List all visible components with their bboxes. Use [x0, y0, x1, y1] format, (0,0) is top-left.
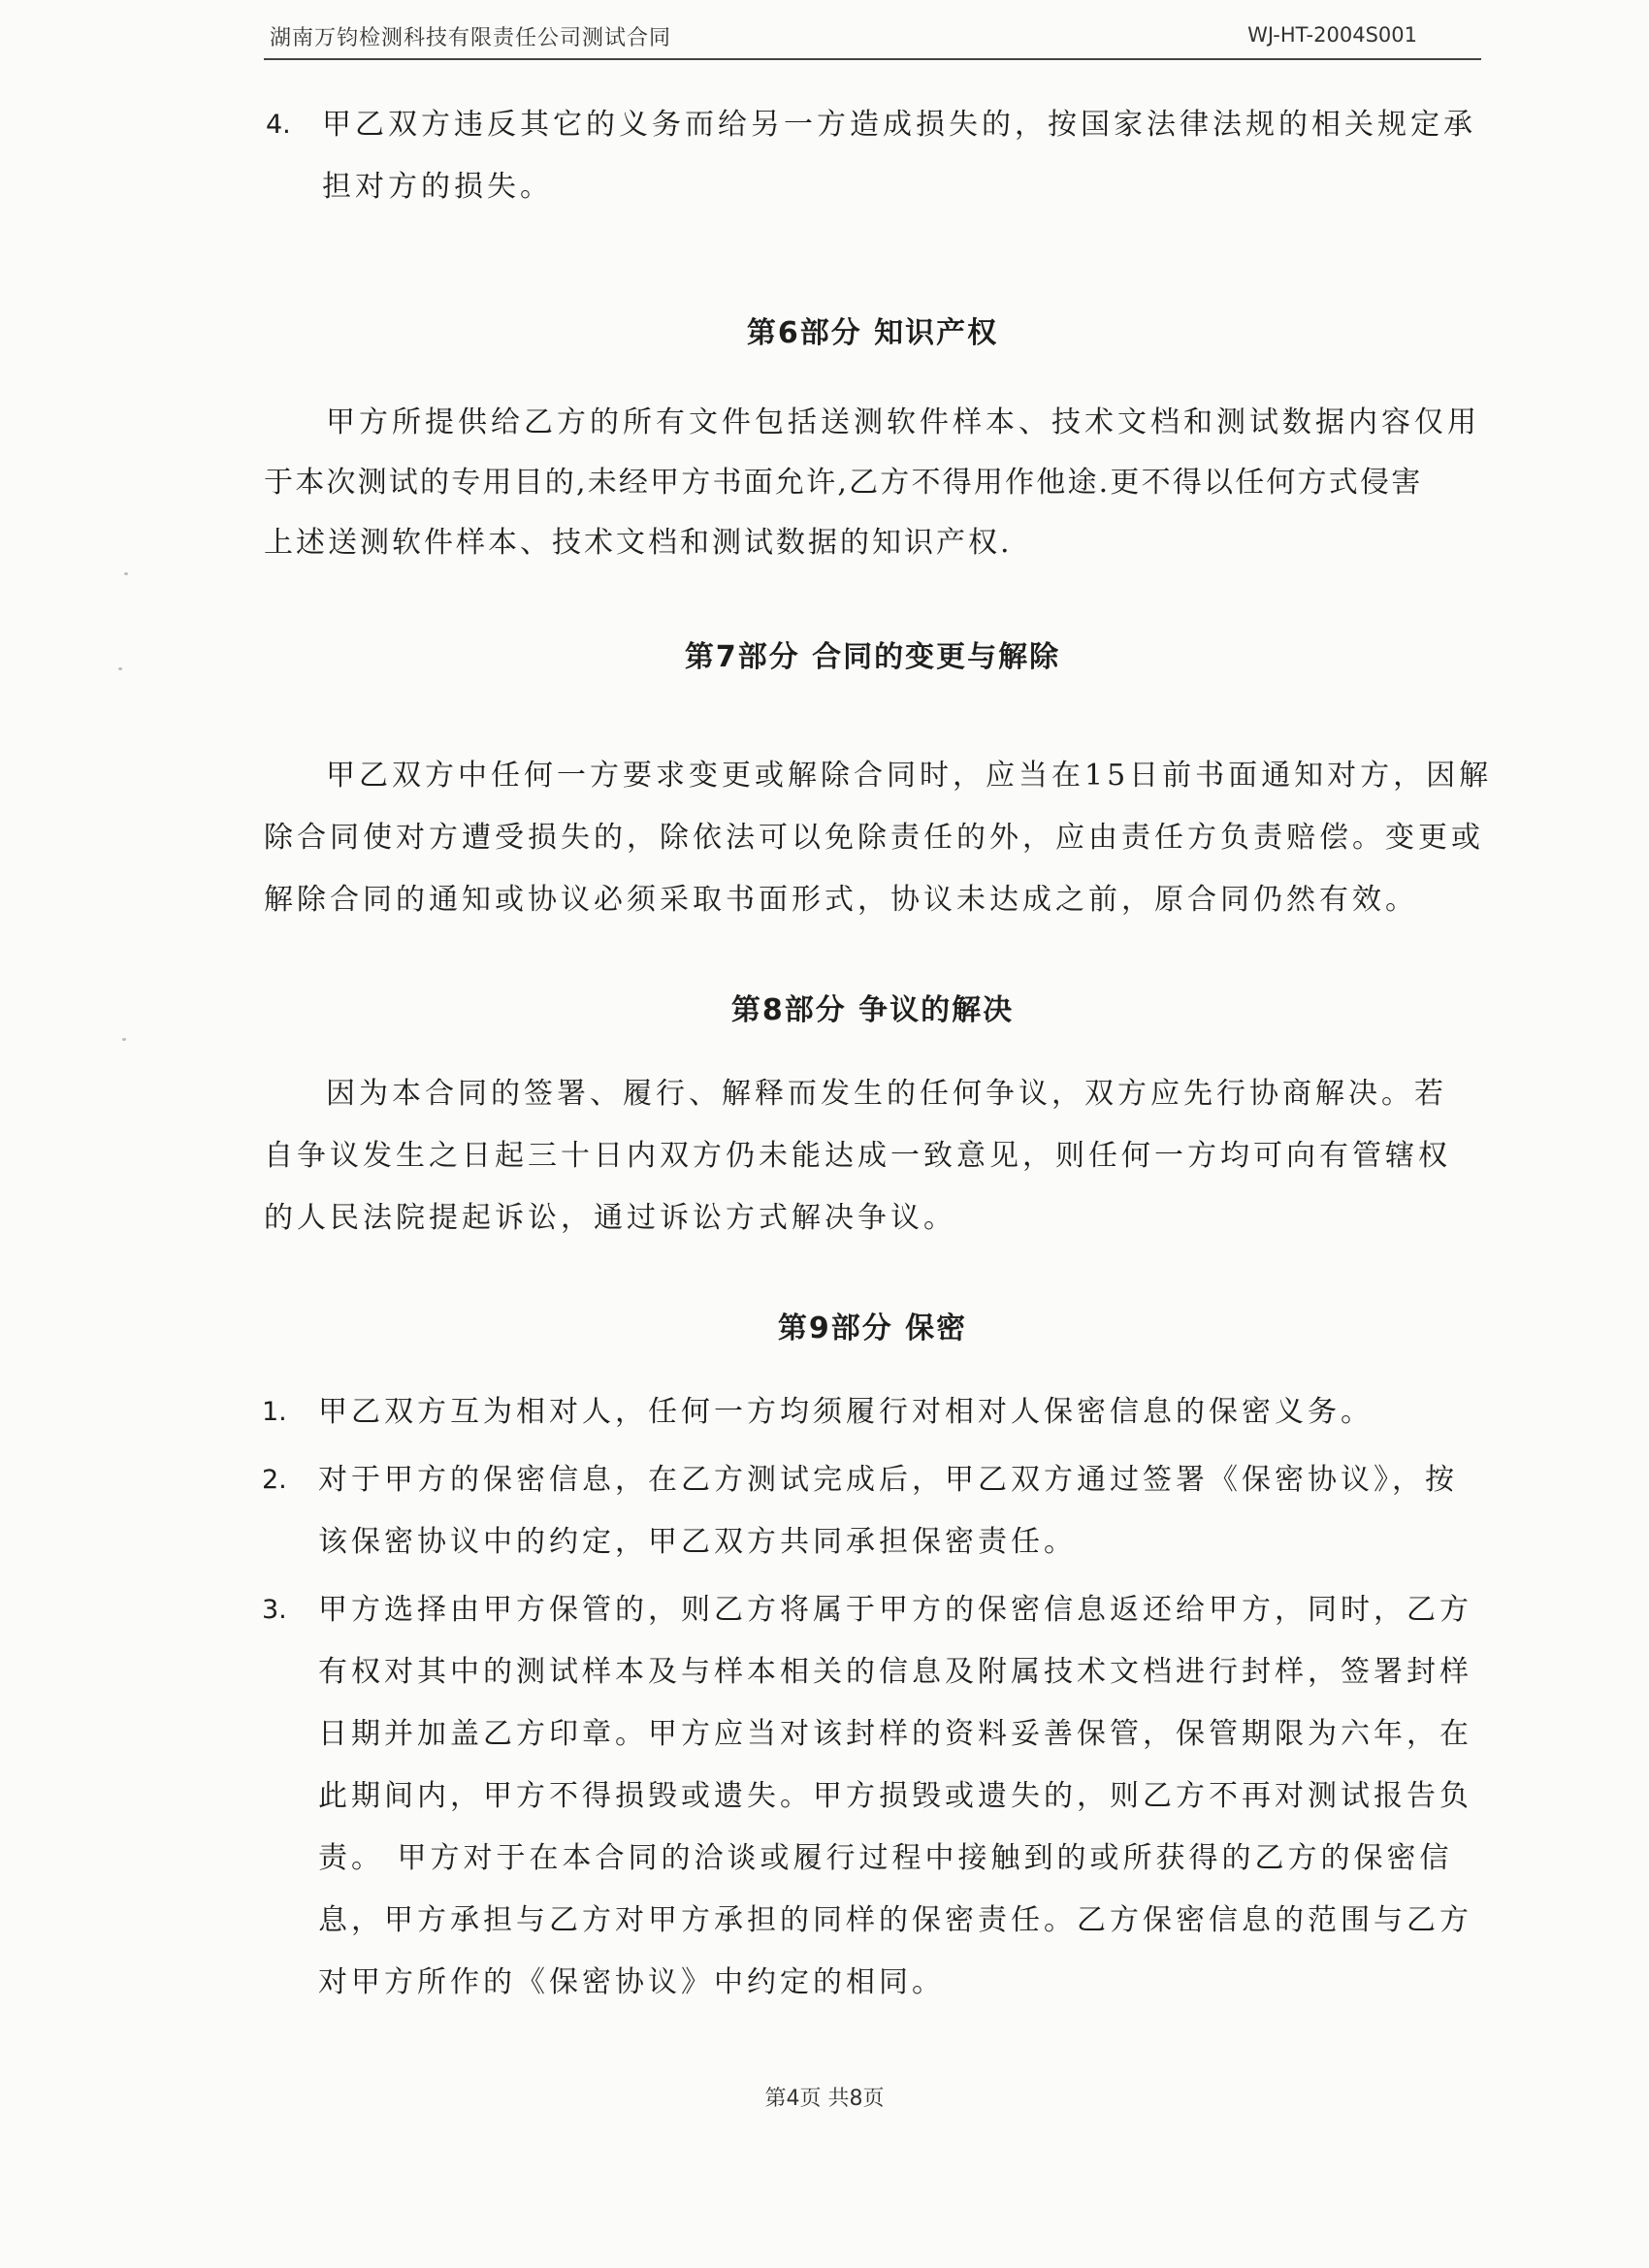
page-number: 第4页 共8页 — [764, 2087, 885, 2111]
section9-item3-line5: 责。 甲方对于在本合同的洽谈或履行过程中接触到的或所获得的乙方的保密信 — [318, 1841, 1453, 1875]
section6-line2: 于本次测试的专用目的,未经甲方书面允许,乙方不得用作他途.更不得以任何方式侵害 — [264, 466, 1423, 500]
section7-title: 第7部分 合同的变更与解除 — [684, 640, 1061, 674]
section9-item3-number: 3. — [262, 1595, 287, 1625]
section8-line2: 自争议发生之日起三十日内双方仍未能达成一致意见，则任何一方均可向有管辖权 — [264, 1139, 1451, 1173]
section6-title: 第6部分 知识产权 — [746, 316, 999, 350]
section9-item3-line2: 有权对其中的测试样本及与样本相关的信息及附属技术文档进行封样，签署封样 — [318, 1655, 1472, 1689]
section7-line2: 除合同使对方遭受损失的，除依法可以免除责任的外，应由责任方负责赔偿。变更或 — [264, 821, 1484, 855]
section8-title: 第8部分 争议的解决 — [730, 993, 1015, 1027]
section9-item2-line2: 该保密协议中的约定，甲乙双方共同承担保密责任。 — [318, 1525, 1077, 1559]
header-company: 湖南万钧检测科技有限责任公司测试合同 — [270, 26, 672, 50]
section8-line3: 的人民法院提起诉讼，通过诉讼方式解决争议。 — [264, 1201, 956, 1235]
section9-item1-line1: 甲乙双方互为相对人，任何一方均须履行对相对人保密信息的保密义务。 — [318, 1395, 1374, 1429]
scan-speck — [118, 667, 122, 670]
page-header — [264, 17, 1481, 60]
section9-item3-line6: 息，甲方承担与乙方对甲方承担的同样的保密责任。乙方保密信息的范围与乙方 — [318, 1903, 1472, 1937]
section6-line1: 甲方所提供给乙方的所有文件包括送测软件样本、技术文档和测试数据内容仅用 — [326, 405, 1480, 439]
section8-line1: 因为本合同的签署、履行、解释而发生的任何争议，双方应先行协商解决。若 — [326, 1077, 1447, 1111]
section7-line1: 甲乙双方中任何一方要求变更或解除合同时，应当在15日前书面通知对方，因解 — [326, 759, 1493, 793]
item4-line2: 担对方的损失。 — [322, 170, 553, 204]
section6-line3: 上述送测软件样本、技术文档和测试数据的知识产权. — [264, 526, 1013, 560]
section9-title: 第9部分 保密 — [777, 1312, 968, 1345]
section9-item3-line4: 此期间内，甲方不得损毁或遗失。甲方损毁或遗失的，则乙方不再对测试报告负 — [318, 1779, 1472, 1813]
item4-line1: 甲乙双方违反其它的义务而给另一方造成损失的，按国家法律法规的相关规定承 — [322, 108, 1476, 142]
section9-item2-line1: 对于甲方的保密信息，在乙方测试完成后，甲乙双方通过签署《保密协议》，按 — [318, 1463, 1458, 1497]
section9-item1-number: 1. — [262, 1397, 287, 1427]
section9-item2-number: 2. — [262, 1465, 287, 1495]
scan-speck — [124, 572, 128, 575]
item4-number: 4. — [266, 110, 291, 140]
header-doc-code: WJ-HT-2004S001 — [1247, 23, 1417, 47]
section9-item3-line1: 甲方选择由甲方保管的，则乙方将属于甲方的保密信息返还给甲方，同时，乙方 — [318, 1593, 1472, 1627]
section7-line3: 解除合同的通知或协议必须采取书面形式，协议未达成之前，原合同仍然有效。 — [264, 883, 1418, 917]
section9-item3-line7: 对甲方所作的《保密协议》中约定的相同。 — [318, 1965, 945, 1999]
scan-speck — [122, 1038, 126, 1041]
section9-item3-line3: 日期并加盖乙方印章。甲方应当对该封样的资料妥善保管，保管期限为六年，在 — [318, 1717, 1472, 1751]
